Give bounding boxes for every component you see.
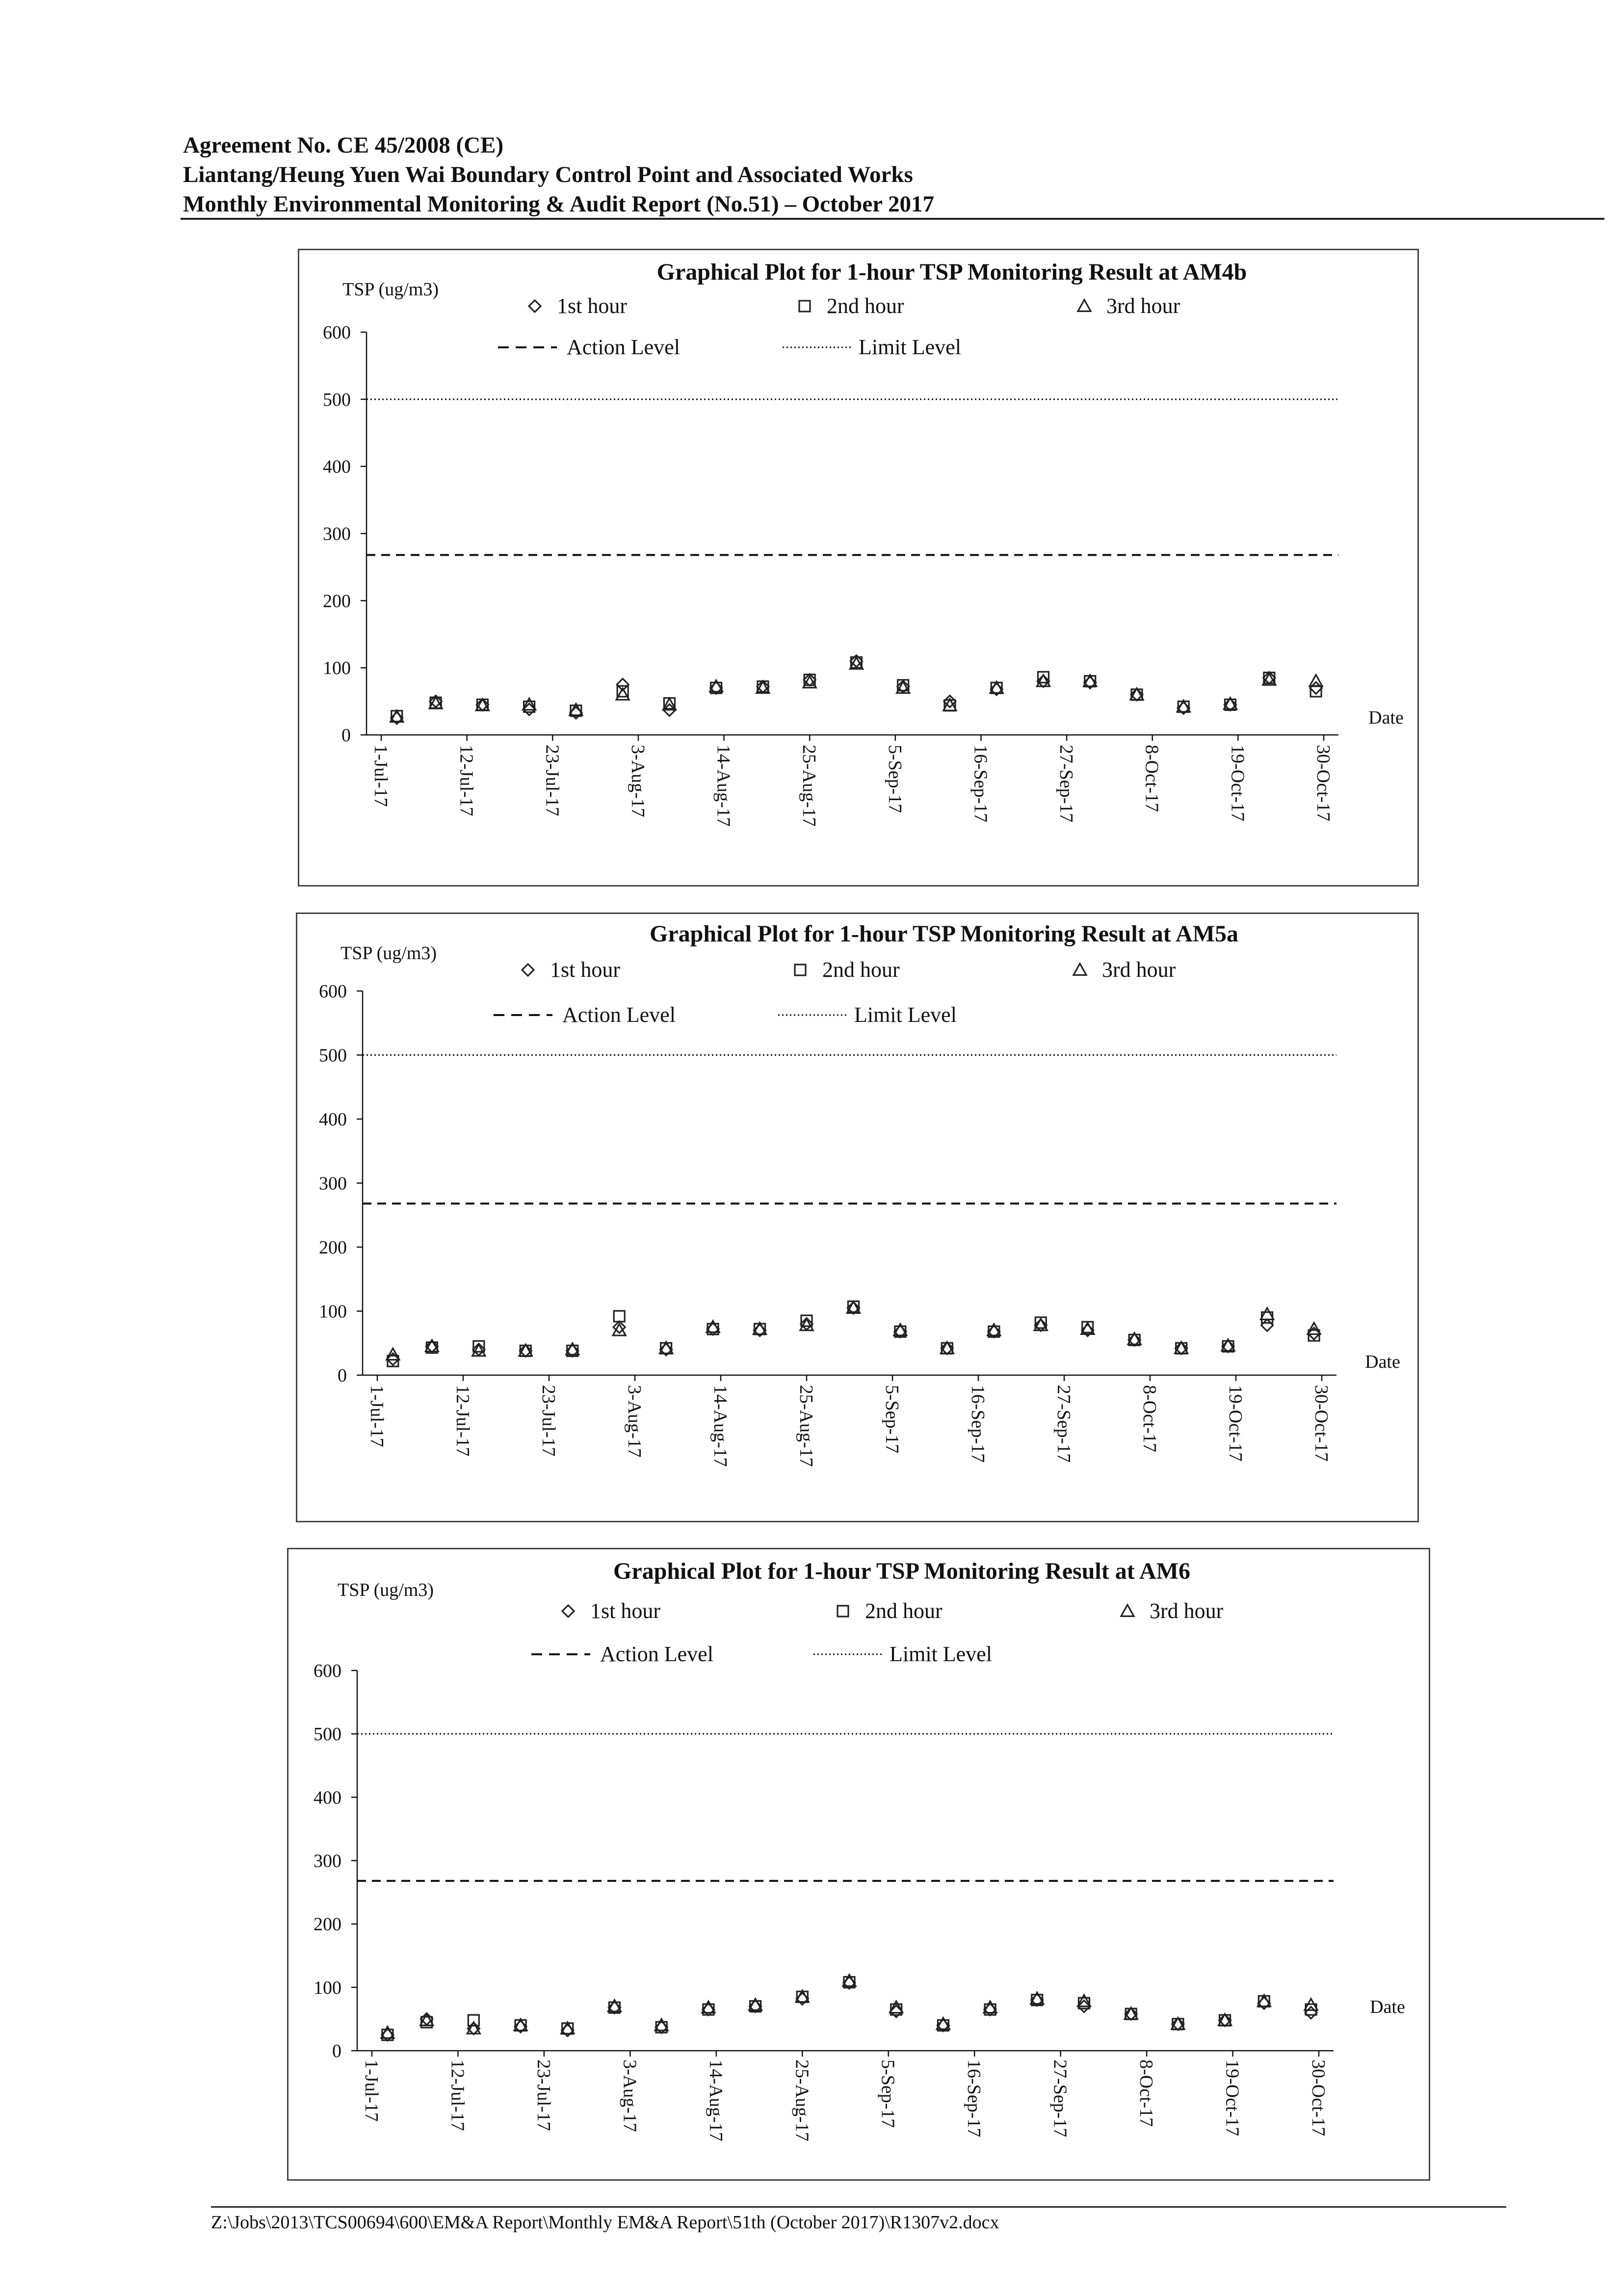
x-tick-label: 14-Aug-17 (710, 1385, 731, 1467)
x-tick-label: 1-Jul-17 (367, 1385, 387, 1447)
legend-marker-third (1078, 300, 1091, 311)
y-tick-label: 0 (341, 725, 351, 746)
y-tick-label: 300 (319, 1173, 347, 1194)
agreement-line: Agreement No. CE 45/2008 (CE) (183, 132, 504, 158)
x-tick-label: 25-Aug-17 (796, 1385, 816, 1467)
x-tick-label: 19-Oct-17 (1222, 2060, 1243, 2137)
legend-label-first: 1st hour (550, 958, 620, 982)
data-point-square (1310, 686, 1321, 697)
y-tick-label: 100 (314, 1977, 341, 1998)
x-tick-label: 19-Oct-17 (1225, 1385, 1246, 1462)
legend-label-third: 3rd hour (1102, 958, 1176, 982)
data-point-square (614, 1311, 625, 1322)
x-tick-label: 14-Aug-17 (705, 2060, 726, 2141)
legend-marker-first (562, 1605, 574, 1617)
x-tick-label: 3-Aug-17 (619, 2060, 640, 2132)
project-line: Liantang/Heung Yuen Wai Boundary Control Point and Associated Works (183, 162, 913, 187)
x-tick-label: 12-Jul-17 (447, 2060, 468, 2131)
chart-title: Graphical Plot for 1-hour TSP Monitoring Result at AM5a (649, 921, 1239, 947)
data-point-triangle (1310, 675, 1322, 686)
footer-divider (211, 2206, 1506, 2208)
legend-marker-second (795, 965, 806, 975)
y-tick-label: 600 (314, 1661, 341, 1681)
legend-label-third: 3rd hour (1150, 1599, 1224, 1623)
legend-label-action: Action Level (567, 335, 680, 359)
x-tick-label: 30-Oct-17 (1311, 1385, 1332, 1462)
legend-label-limit: Limit Level (854, 1003, 957, 1027)
data-point-triangle (476, 699, 489, 710)
report-header (183, 130, 1606, 219)
y-tick-label: 100 (323, 658, 351, 679)
x-tick-label: 12-Jul-17 (456, 745, 477, 816)
y-axis-label: TSP (ug/m3) (341, 943, 437, 964)
y-tick-label: 300 (323, 523, 351, 545)
x-tick-label: 1-Jul-17 (370, 745, 391, 807)
chart-title: Graphical Plot for 1-hour TSP Monitoring Result at AM4b (656, 259, 1247, 285)
x-tick-label: 16-Sep-17 (970, 745, 991, 823)
y-tick-label: 600 (319, 981, 347, 1002)
chart-am5a (296, 913, 1419, 1522)
y-tick-label: 400 (314, 1787, 341, 1808)
x-tick-label: 27-Sep-17 (1049, 2060, 1071, 2138)
x-tick-label: 23-Jul-17 (538, 1385, 559, 1457)
x-tick-label: 8-Oct-17 (1141, 745, 1162, 812)
x-tick-label: 23-Jul-17 (542, 745, 563, 816)
data-point-square (468, 2015, 479, 2026)
chart-svg (297, 914, 1417, 1521)
x-tick-label: 16-Sep-17 (968, 1385, 988, 1463)
legend-label-second: 2nd hour (827, 294, 904, 318)
legend-marker-third (1074, 964, 1086, 975)
legend-label-first: 1st hour (590, 1599, 660, 1623)
chart-title: Graphical Plot for 1-hour TSP Monitoring Result at AM6 (613, 1558, 1191, 1584)
y-tick-label: 0 (332, 2041, 341, 2061)
header-divider (181, 218, 1604, 220)
y-tick-label: 400 (319, 1109, 347, 1130)
x-tick-label: 25-Aug-17 (799, 745, 820, 827)
x-axis-label: Date (1368, 707, 1404, 728)
y-tick-label: 200 (319, 1237, 347, 1258)
x-tick-label: 19-Oct-17 (1227, 745, 1248, 822)
y-tick-label: 200 (314, 1914, 341, 1935)
legend-label-second: 2nd hour (822, 958, 900, 982)
x-axis-label: Date (1365, 1352, 1400, 1372)
x-tick-label: 3-Aug-17 (627, 745, 648, 817)
y-tick-label: 500 (323, 389, 351, 410)
y-tick-label: 400 (323, 456, 351, 477)
y-tick-label: 300 (314, 1851, 341, 1872)
y-tick-label: 500 (314, 1724, 341, 1745)
x-tick-label: 12-Jul-17 (452, 1385, 473, 1457)
legend-marker-second (799, 301, 810, 312)
x-tick-label: 1-Jul-17 (361, 2060, 382, 2122)
footer-file-path: Z:\Jobs\2013\TCS00694\600\EM&A Report\Monthly EM&A Report\51th (October 2017)\R1307v2.docx (211, 2212, 999, 2233)
report-title-line: Monthly Environmental Monitoring & Audit Report (No.51) – October 2017 (183, 191, 934, 217)
x-tick-label: 8-Oct-17 (1136, 2060, 1157, 2127)
x-tick-label: 16-Sep-17 (964, 2060, 985, 2138)
legend-label-third: 3rd hour (1106, 294, 1180, 318)
legend-marker-second (838, 1606, 848, 1617)
x-tick-label: 23-Jul-17 (533, 2060, 554, 2131)
legend-marker-first (529, 300, 541, 312)
x-tick-label: 30-Oct-17 (1313, 745, 1334, 822)
y-axis-label: TSP (ug/m3) (342, 279, 439, 300)
data-point-diamond (1261, 1319, 1273, 1331)
legend-label-first: 1st hour (557, 294, 627, 318)
x-tick-label: 27-Sep-17 (1056, 745, 1077, 823)
x-tick-label: 5-Sep-17 (882, 1385, 902, 1454)
chart-svg (288, 1549, 1429, 2179)
y-axis-label: TSP (ug/m3) (338, 1580, 434, 1600)
legend-marker-first (522, 964, 534, 976)
y-tick-label: 500 (319, 1045, 347, 1066)
legend-label-limit: Limit Level (890, 1642, 992, 1666)
y-tick-label: 0 (338, 1365, 347, 1386)
legend-marker-third (1121, 1605, 1134, 1616)
legend-label-limit: Limit Level (859, 335, 961, 359)
data-point-diamond (1305, 2007, 1317, 2019)
x-tick-label: 27-Sep-17 (1053, 1385, 1074, 1463)
x-tick-label: 5-Sep-17 (884, 745, 905, 813)
x-tick-label: 14-Aug-17 (713, 745, 734, 827)
x-axis-label: Date (1370, 1997, 1405, 2017)
chart-am6 (287, 1548, 1430, 2181)
chart-svg (299, 250, 1417, 885)
x-tick-label: 8-Oct-17 (1139, 1385, 1160, 1453)
y-tick-label: 100 (319, 1301, 347, 1322)
x-tick-label: 25-Aug-17 (791, 2060, 812, 2141)
x-tick-label: 30-Oct-17 (1308, 2060, 1329, 2137)
legend-label-second: 2nd hour (865, 1599, 943, 1623)
legend-label-action: Action Level (600, 1642, 713, 1666)
x-tick-label: 3-Aug-17 (624, 1385, 645, 1458)
chart-am4b (298, 249, 1419, 887)
x-tick-label: 5-Sep-17 (877, 2060, 898, 2128)
legend-label-action: Action Level (562, 1003, 676, 1027)
y-tick-label: 200 (323, 591, 351, 612)
y-tick-label: 600 (323, 322, 351, 343)
data-point-triangle (1261, 1308, 1274, 1319)
